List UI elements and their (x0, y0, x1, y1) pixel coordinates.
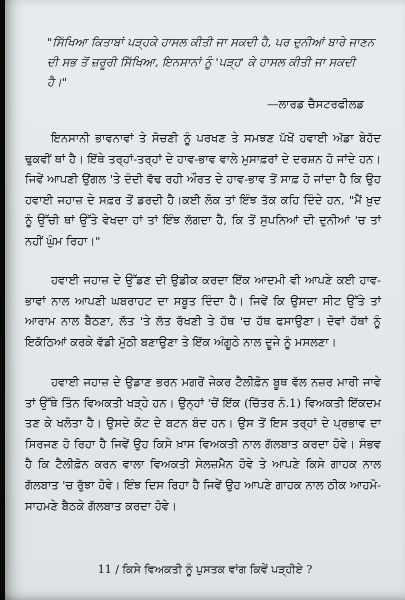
paragraph-1: ਇਨਸਾਨੀ ਭਾਵਨਾਵਾਂ ਤੇ ਸੋਚਣੀ ਨੂੰ ਪਰਖਣ ਤੇ ਸਮਝਣ ਪੱਖੋਂ ਹਵਾਈ ਅੱਡਾ ਬੇਹੱਦ ਢੁਕਵੀਂ ਥਾਂ ਹੈ। ਇੱਥੇ ਤਰ੍ਹਾਂ-ਤਰ੍ਹਾਂ ਦੇ ਹਾਵ-ਭਾਵ ਵਾਲੇ ਮੁਸਾਫ਼ਰਾਂ ਦੇ ਦਰਸ਼ਨ ਹੋ ਜਾਂਦੇ ਹਨ। ਜਿਵੇਂ ਆਪਣੀ ਉਂਗਲ 'ਤੇ ਦੰਦੀ ਵੱਢ ਰਹੀ ਔਰਤ ਦੇ ਹਾਵ-ਭਾਵ ਤੋਂ ਸਾਫ਼ ਹੋ ਜਾਂਦਾ ਹੈ ਕਿ ਉਹ ਹਵਾਈ ਜਹਾਜ਼ ਦੇ ਸਫ਼ਰ ਤੋਂ ਡਰਦੀ ਹੈ।ਕਈ ਲੋਕ ਤਾਂ ਇੰਝ ਤੱਕ ਕਹਿ ਦਿੰਦੇ ਹਨ, "ਮੈਂ ਖ਼ੁਦ ਨੂੰ ਉੱਚੀ ਥਾਂ ਉੱਤੇ ਵੇਖਦਾ ਹਾਂ ਤਾਂ ਇੰਝ ਲੱਗਦਾ ਹੈ, ਕਿ ਤੋਂ ਸੁਪਨਿਆਂ ਦੀ ਦੁਨੀਆਂ 'ਚ ਤਾਂ ਨਹੀਂ ਘੁੰਮ ਰਿਹਾ।" (25, 131, 381, 248)
page-footer: 11 / ਕਿਸੇ ਵਿਅਕਤੀ ਨੂੰ ਪੁਸਤਕ ਵਾਂਗ ਕਿਵੇਂ ਪੜ੍ਹੀਏ ? (97, 563, 313, 576)
epigraph-quote: "ਸਿੱਖਿਆ ਕਿਤਾਬਾਂ ਪੜ੍ਹਕੇ ਹਾਸਲ ਕੀਤੀ ਜਾ ਸਕਦੀ ਹੈ, ਪਰ ਦੁਨੀਆਂ ਬਾਰੇ ਜਾਣਨ ਦੀ ਸਭ ਤੋਂ ਜ਼ਰੂਰੀ ਸਿੱਖਿਆ, ਇਨਸਾਨਾਂ ਨੂੰ 'ਪੜ੍ਹ' ਕੇ ਹਾਸਲ ਕੀਤੀ ਜਾ ਸਕਦੀ ਹੈ।" (47, 35, 375, 89)
book-page (5, 0, 405, 600)
quote-attribution: —ਲਾਰਡ ਚੈਸਟਰਫੀਲਡ (267, 97, 364, 111)
paragraph-2: ਹਵਾਈ ਜਹਾਜ਼ ਦੇ ਉੱਡਣ ਦੀ ਉਡੀਕ ਕਰਦਾ ਇੱਕ ਆਦਮੀ ਵੀ ਆਪਣੇ ਕਈ ਹਾਵ-ਭਾਵਾਂ ਨਾਲ ਆਪਣੀ ਘਬਰਾਹਟ ਦਾ ਸਬੂਤ ਦਿੰਦਾ ਹੈ। ਜਿਵੇਂ ਕਿ ਉਸਦਾ ਸੀਟ ਉੱਤੇ ਤਾਂ ਆਰਾਮ ਨਾਲ ਬੈਠਣਾ, ਲੱਤ 'ਤੇ ਲੱਤ ਰੱਖਣੀ ਤੇ ਹੱਥ 'ਚ ਹੱਥ ਫਸਾਉਣਾ। ਦੋਵਾਂ ਹੱਥਾਂ ਨੂੰ ਇਕੱਠਿਆਂ ਕਰਕੇ ਵੱਡੀ ਮੁੱਠੀ ਬਣਾਉਣਾ ਤੇ ਇੱਕ ਅੰਗੂਠੇ ਨਾਲ ਦੂਜੇ ਨੂੰ ਮਸਲਣਾ। (25, 273, 381, 349)
paragraph-3: ਹਵਾਈ ਜਹਾਜ਼ ਦੇ ਉਡਾਣ ਭਰਨ ਮਗਰੋਂ ਜੇਕਰ ਟੈਲੀਫ਼ੋਨ ਬੂਥ ਵੱਲ ਨਜ਼ਰ ਮਾਰੀ ਜਾਵੇ ਤਾਂ ਉੱਥੇ ਤਿੰਨ ਵਿਅਕਤੀ ਖੜ੍ਹੇ ਹਨ। ਉਨ੍ਹਾਂ 'ਚੋਂ ਇੱਕ (ਚਿੱਤਰ ਨੰ.1) ਵਿਅਕਤੀ ਇੱਕਦਮ ਤਣ ਕੇ ਖਲੋਤਾ ਹੈ। ਉਸਦੇ ਕੋਟ ਦੇ ਬਟਨ ਬੰਦ ਹਨ। ਉਸ ਤੋਂ ਇਸ ਤਰ੍ਹਾਂ ਦੇ ਪ੍ਰਭਾਵ ਦਾ ਸਿਰਜਣ ਹੋ ਰਿਹਾ ਹੈ ਜਿਵੇਂ ਉਹ ਕਿਸੇ ਖ਼ਾਸ ਵਿਅਕਤੀ ਨਾਲ ਗੱਲਬਾਤ ਕਰਦਾ ਹੋਵੇ। ਸੰਭਵ ਹੈ ਕਿ ਟੈਲੀਫ਼ੋਨ ਕਰਨ ਵਾਲਾ ਵਿਅਕਤੀ ਸੇਲਜ਼ਮੈਨ ਹੋਵੇ ਤੇ ਆਪਣੇ ਕਿਸੇ ਗਾਹਕ ਨਾਲ ਗੱਲਬਾਤ 'ਚ ਰੁੱਝਾ ਹੋਵੇ। ਇੰਝ ਦਿਸ ਰਿਹਾ ਹੈ ਜਿਵੇਂ ਉਹ ਆਪਣੇ ਗਾਹਕ ਨਾਲ ਠੀਕ ਆਹਮੋ-ਸਾਹਮਣੇ ਬੈਠਕੇ ਗੱਲਬਾਤ ਕਰਦਾ ਹੋਵੇ। (25, 375, 381, 513)
